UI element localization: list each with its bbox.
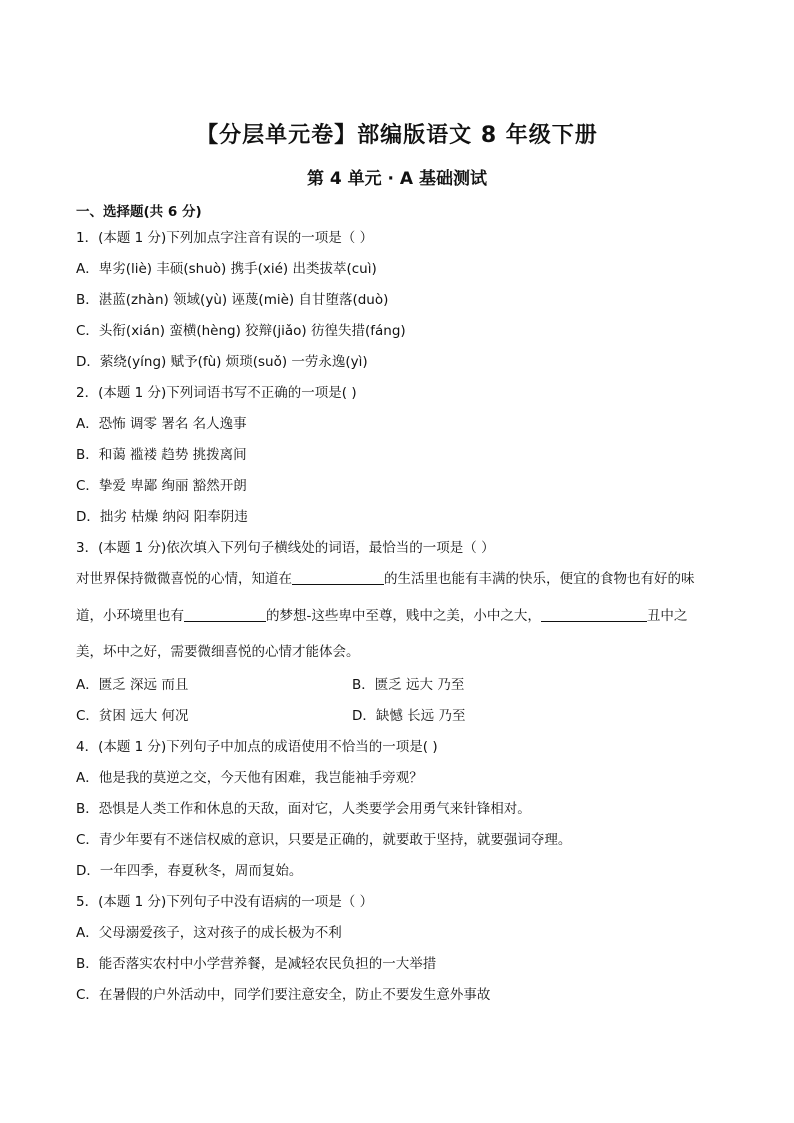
q2-stem: 2．(本题 1 分)下列词语书写不正确的一项是( ) [76,385,357,401]
fill-blank-1[interactable] [292,570,384,585]
q3-text: 道，小环境里也有 [76,608,184,624]
q3-text: 对世界保持微微喜悦的心情，知道在 [76,571,292,587]
fill-blank-3[interactable] [541,607,647,622]
q2-option-d: D．拙劣 枯燥 纳闷 阳奉阴违 [76,509,248,525]
q3-passage-line-1 [76,567,695,587]
q3-option-d: D．缺憾 长远 乃至 [352,708,466,724]
q4-stem: 4．(本题 1 分)下列句子中加点的成语使用不恰当的一项是( ) [76,739,438,755]
q4-option-a: A．他是我的莫逆之交，今天他有困难，我岂能袖手旁观？ [76,770,423,786]
q1-option-c: C．头衔(xián) 蛮横(hèng) 狡辩(jiǎo) 彷徨失措(fáng) [76,323,406,339]
q1-option-b: B．湛蓝(zhàn) 领域(yù) 诬蔑(miè) 自甘堕落(duò) [76,292,389,308]
q5-option-a: A．父母溺爱孩子，这对孩子的成长极为不利 [76,925,342,941]
q4-option-d: D．一年四季，春夏秋冬，周而复始。 [76,863,303,879]
fill-blank-2[interactable] [184,607,266,622]
q1-option-a: A．卑劣(liè) 丰硕(shuò) 携手(xié) 出类拔萃(cuì) [76,261,377,277]
page-title: 【分层单元卷】部编版语文 8 年级下册 [196,123,598,148]
section-heading: 一、选择题(共 6 分) [76,204,202,220]
q2-option-a: A．恐怖 调零 署名 名人逸事 [76,416,247,432]
q3-option-c: C．贫困 远大 何况 [76,708,189,724]
q3-text: 的梦想-这些卑中至尊，贱中之美，小中之大， [266,608,541,624]
q3-stem: 3．(本题 1 分)依次填入下列句子横线处的词语，最恰当的一项是（ ） [76,540,495,556]
q4-option-b: B．恐惧是人类工作和休息的天敌，面对它，人类要学会用勇气来针锋相对。 [76,801,531,817]
q3-option-a: A．匮乏 深远 而且 [76,677,189,693]
q4-option-c: C．青少年要有不迷信权威的意识，只要是正确的，就要敢于坚持，就要强词夺理。 [76,832,572,848]
q3-text: 丑中之 [646,608,688,624]
q3-passage-line-3: 美，坏中之好，需要微细喜悦的心情才能体会。 [76,644,360,660]
q3-option-b: B．匮乏 远大 乃至 [352,677,465,693]
page-subtitle: 第 4 单元 · A 基础测试 [306,169,488,189]
q5-stem: 5．(本题 1 分)下列句子中没有语病的一项是（ ） [76,894,374,910]
q3-passage-line-2 [76,604,687,624]
q2-option-c: C．挚爱 卑鄙 绚丽 豁然开朗 [76,478,247,494]
q5-option-c: C．在暑假的户外活动中，同学们要注意安全，防止不要发生意外事故 [76,987,491,1003]
q1-option-d: D．萦绕(yíng) 赋予(fù) 烦琐(suǒ) 一劳永逸(yì) [76,354,368,370]
q2-option-b: B．和蔼 褴褛 趋势 挑拨离间 [76,447,247,463]
q1-stem: 1．(本题 1 分)下列加点字注音有误的一项是（ ） [76,230,374,246]
q5-option-b: B．能否落实农村中小学营养餐，是减轻农民负担的一大举措 [76,956,437,972]
q3-text: 的生活里也能有丰满的快乐，便宜的食物也有好的味 [384,571,695,587]
